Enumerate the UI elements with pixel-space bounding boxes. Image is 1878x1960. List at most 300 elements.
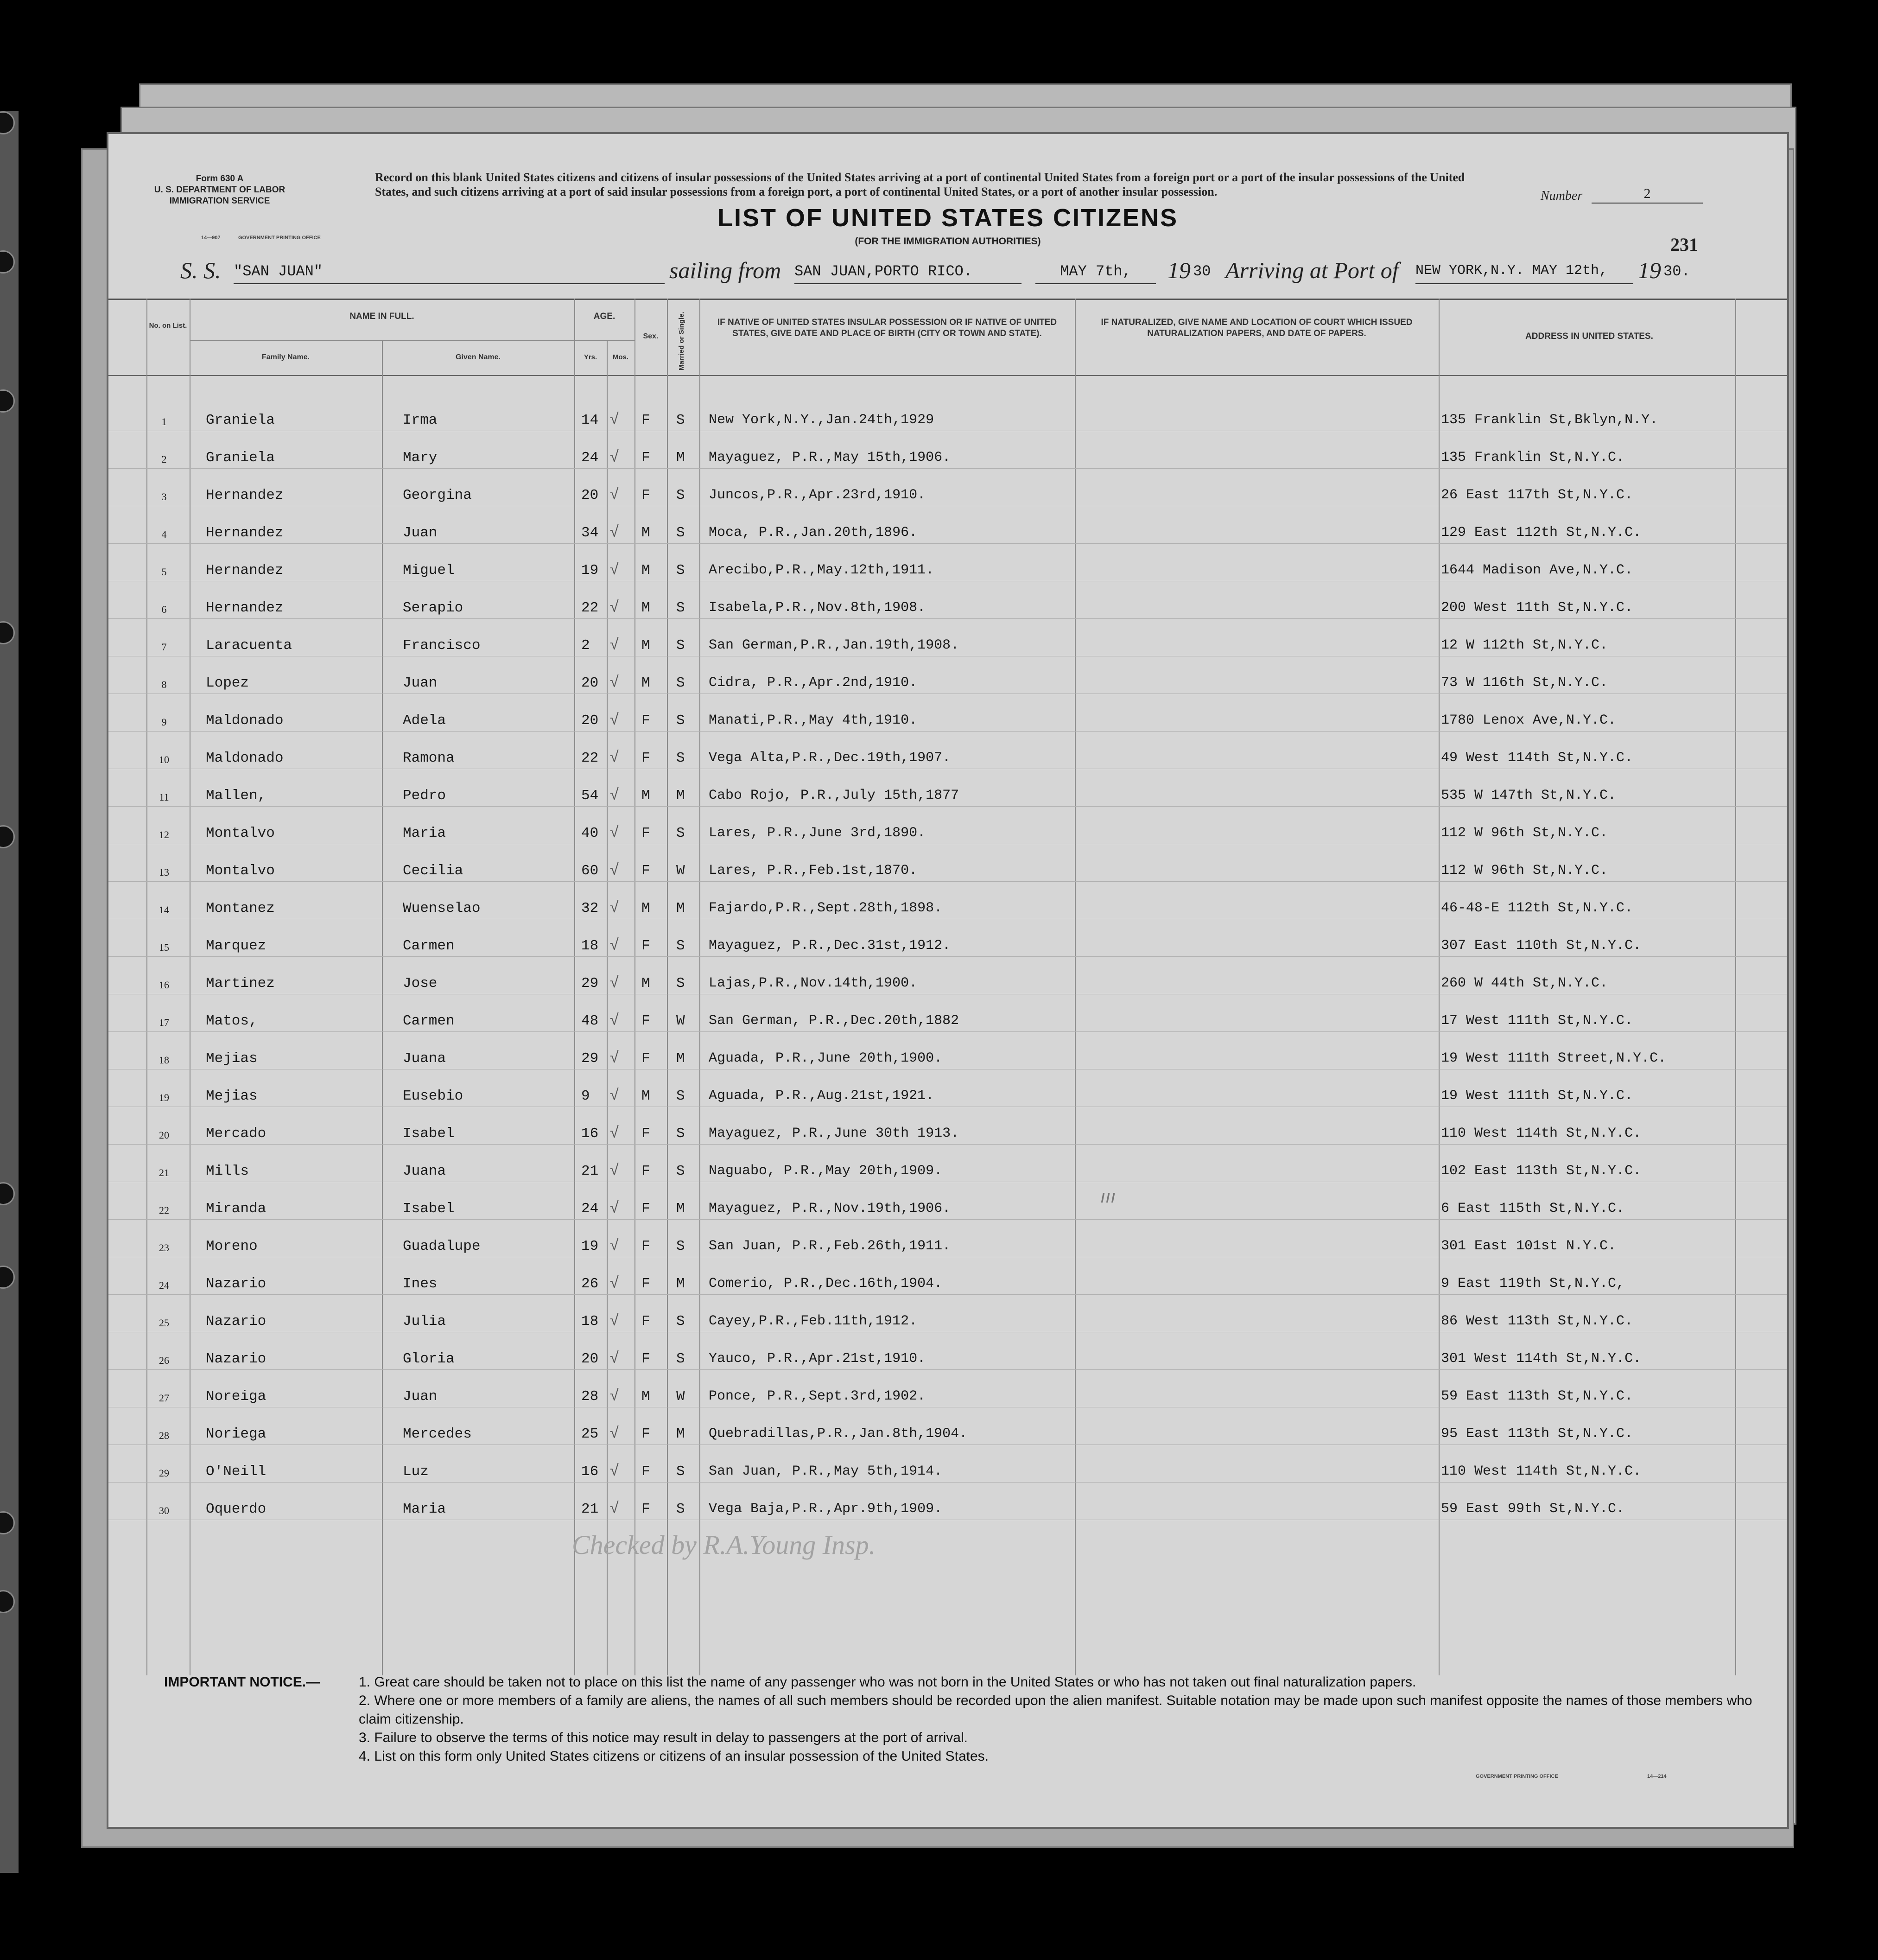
marital-status: W bbox=[676, 1388, 685, 1405]
us-address: 200 West 11th St,N.Y.C. bbox=[1441, 600, 1633, 616]
column-divider bbox=[1439, 299, 1440, 1675]
sex: M bbox=[641, 788, 650, 804]
marital-status: M bbox=[676, 1201, 685, 1217]
birth-place-date: Juncos,P.R.,Apr.23rd,1910. bbox=[709, 487, 926, 503]
age-years: 29 bbox=[581, 975, 599, 992]
birth-place-date: Lares, P.R.,Feb.1st,1870. bbox=[709, 863, 918, 878]
us-address: 301 West 114th St,N.Y.C. bbox=[1441, 1351, 1642, 1367]
marital-status: S bbox=[676, 1126, 685, 1142]
row-number: 20 bbox=[159, 1129, 169, 1141]
row-rule bbox=[108, 1144, 1787, 1145]
family-name: Montanez bbox=[206, 900, 275, 916]
row-rule bbox=[108, 1369, 1787, 1370]
row-number: 13 bbox=[159, 866, 169, 878]
row-number: 2 bbox=[161, 453, 167, 465]
row-number: 24 bbox=[159, 1279, 169, 1291]
family-name: Mallen, bbox=[206, 788, 266, 804]
age-years: 21 bbox=[581, 1501, 599, 1517]
birth-place-date: San Juan, P.R.,May 5th,1914. bbox=[709, 1464, 943, 1479]
row-number: 23 bbox=[159, 1242, 169, 1254]
ship-name: "SAN JUAN" bbox=[234, 263, 665, 284]
row-number: 11 bbox=[159, 791, 169, 803]
footer-print-code: 14—214 bbox=[1647, 1774, 1667, 1779]
binder-hole bbox=[0, 825, 15, 848]
given-name: Juan bbox=[403, 1388, 438, 1405]
age-years: 24 bbox=[581, 1201, 599, 1217]
row-number: 25 bbox=[159, 1317, 169, 1329]
check-mark: √ bbox=[610, 861, 619, 878]
col-given-name: Given Name. bbox=[456, 353, 501, 361]
family-name: Miranda bbox=[206, 1201, 266, 1217]
us-address: 110 West 114th St,N.Y.C. bbox=[1441, 1126, 1642, 1141]
age-years: 60 bbox=[581, 863, 599, 879]
binder-strip bbox=[0, 111, 19, 1873]
sail-year-prefix: 19 bbox=[1167, 257, 1191, 283]
footer-print-office: GOVERNMENT PRINTING OFFICE bbox=[1476, 1774, 1558, 1779]
row-rule bbox=[108, 881, 1787, 882]
check-mark: √ bbox=[610, 711, 619, 728]
row-rule bbox=[108, 1219, 1787, 1220]
birth-place-date: Arecibo,P.R.,May.12th,1911. bbox=[709, 562, 934, 578]
arrival-year-prefix: 19 bbox=[1638, 257, 1661, 283]
marital-status: S bbox=[676, 1163, 685, 1179]
notice-item-4: 4. List on this form only United States citizens or citizens of an insular possession of the United States. bbox=[359, 1749, 989, 1764]
page-number: 231 bbox=[1670, 234, 1698, 255]
us-address: 1780 Lenox Ave,N.Y.C. bbox=[1441, 713, 1617, 728]
table-top-rule bbox=[108, 299, 1787, 300]
birth-place-date: Yauco, P.R.,Apr.21st,1910. bbox=[709, 1351, 926, 1367]
row-number: 8 bbox=[161, 679, 167, 690]
given-name: Pedro bbox=[403, 788, 446, 804]
column-divider bbox=[667, 299, 668, 1675]
family-name: Graniela bbox=[206, 450, 275, 466]
us-address: 112 W 96th St,N.Y.C. bbox=[1441, 863, 1608, 878]
birth-place-date: Moca, P.R.,Jan.20th,1896. bbox=[709, 525, 918, 541]
age-years: 18 bbox=[581, 938, 599, 954]
us-address: 307 East 110th St,N.Y.C. bbox=[1441, 938, 1642, 954]
check-mark: √ bbox=[610, 1387, 619, 1404]
given-name: Juan bbox=[403, 525, 438, 541]
row-rule bbox=[108, 1031, 1787, 1032]
age-years: 16 bbox=[581, 1464, 599, 1480]
birth-place-date: New York,N.Y.,Jan.24th,1929 bbox=[709, 412, 934, 428]
check-mark: √ bbox=[610, 560, 619, 578]
age-years: 48 bbox=[581, 1013, 599, 1029]
given-name: Guadalupe bbox=[403, 1238, 481, 1254]
check-mark: √ bbox=[610, 410, 619, 428]
sex: M bbox=[641, 900, 650, 916]
sex: M bbox=[641, 562, 650, 579]
sex: F bbox=[641, 1351, 650, 1367]
birth-place-date: Aguada, P.R.,Aug.21st,1921. bbox=[709, 1088, 934, 1104]
column-divider bbox=[1075, 299, 1076, 1675]
marital-status: S bbox=[676, 1313, 685, 1330]
column-divider bbox=[574, 299, 575, 1675]
column-divider bbox=[146, 299, 147, 1675]
sex: F bbox=[641, 1238, 650, 1254]
marital-status: S bbox=[676, 1501, 685, 1517]
age-years: 54 bbox=[581, 788, 599, 804]
column-divider bbox=[634, 299, 635, 1675]
family-name: Mills bbox=[206, 1163, 249, 1179]
sex: F bbox=[641, 1050, 650, 1067]
family-name: Nazario bbox=[206, 1351, 266, 1367]
col-months: Mos. bbox=[612, 353, 629, 361]
birth-place-date: Vega Alta,P.R.,Dec.19th,1907. bbox=[709, 750, 951, 766]
given-name: Eusebio bbox=[403, 1088, 463, 1104]
sex: F bbox=[641, 487, 650, 503]
col-years: Yrs. bbox=[584, 353, 597, 361]
column-divider bbox=[382, 340, 383, 1675]
notice-item-2: 2. Where one or more members of a family are aliens, the names of all such members should be recorded upon the alien manifest. Suitable notation may be made upon such manifest opposite the names of those members who claim citizenship. bbox=[359, 1693, 1752, 1727]
given-name: Gloria bbox=[403, 1351, 455, 1367]
birth-place-date: Comerio, P.R.,Dec.16th,1904. bbox=[709, 1276, 943, 1292]
sex: F bbox=[641, 1126, 650, 1142]
row-number: 6 bbox=[161, 604, 167, 615]
row-number: 4 bbox=[161, 528, 167, 540]
birth-place-date: Aguada, P.R.,June 20th,1900. bbox=[709, 1050, 943, 1066]
sex: F bbox=[641, 1501, 650, 1517]
notice-item-3: 3. Failure to observe the terms of this notice may result in delay to passengers at the port of arrival. bbox=[359, 1730, 968, 1745]
form-number: Form 630 A bbox=[196, 174, 244, 184]
row-number: 9 bbox=[161, 716, 167, 728]
check-mark: √ bbox=[610, 523, 619, 541]
us-address: 26 East 117th St,N.Y.C. bbox=[1441, 487, 1633, 503]
row-number: 22 bbox=[159, 1204, 169, 1216]
given-name: Miguel bbox=[403, 562, 455, 579]
sex: F bbox=[641, 1276, 650, 1292]
age-years: 28 bbox=[581, 1388, 599, 1405]
age-years: 20 bbox=[581, 713, 599, 729]
us-address: 1644 Madison Ave,N.Y.C. bbox=[1441, 562, 1633, 578]
us-address: 17 West 111th St,N.Y.C. bbox=[1441, 1013, 1633, 1029]
marital-status: W bbox=[676, 1013, 685, 1029]
col-no: No. on List. bbox=[149, 322, 187, 330]
row-rule bbox=[108, 618, 1787, 619]
row-rule bbox=[108, 543, 1787, 544]
marital-status: S bbox=[676, 1351, 685, 1367]
sheet-number: 2 bbox=[1592, 186, 1703, 204]
sex: F bbox=[641, 750, 650, 766]
birth-place-date: Quebradillas,P.R.,Jan.8th,1904. bbox=[709, 1426, 968, 1442]
marital-status: S bbox=[676, 750, 685, 766]
age-years: 20 bbox=[581, 487, 599, 503]
row-number: 10 bbox=[159, 754, 169, 765]
instruction-text: Record on this blank United States citizens and citizens of insular possessions of the United States arriving at a port of continental United States from a foreign port or a port of the insular possessions of the United States, and such citizens arriving at a port of said insular possessions from a foreign port, a port of continental United States, or a port of another insular possession. bbox=[375, 171, 1465, 198]
form-service: IMMIGRATION SERVICE bbox=[169, 196, 270, 206]
check-mark: √ bbox=[610, 1274, 619, 1292]
given-name: Georgina bbox=[403, 487, 472, 503]
row-number: 15 bbox=[159, 942, 169, 953]
family-name: Laracuenta bbox=[206, 637, 292, 654]
given-name: Francisco bbox=[403, 637, 481, 654]
check-mark: √ bbox=[610, 598, 619, 616]
col-address: ADDRESS IN UNITED STATES. bbox=[1525, 331, 1653, 341]
row-number: 16 bbox=[159, 979, 169, 991]
birth-place-date: Mayaguez, P.R.,Dec.31st,1912. bbox=[709, 938, 951, 954]
sex: F bbox=[641, 1313, 650, 1330]
row-rule bbox=[108, 731, 1787, 732]
col-name-in-full: NAME IN FULL. bbox=[349, 312, 414, 321]
us-address: 129 East 112th St,N.Y.C. bbox=[1441, 525, 1642, 541]
inspector-annotation: Checked by R.A.Young Insp. bbox=[572, 1530, 876, 1560]
marital-status: S bbox=[676, 525, 685, 541]
col-birth: IF NATIVE OF UNITED STATES INSULAR POSSESSION OR IF NATIVE OF UNITED STATES, GIVE DATE AND PLACE OF BIRTH (CITY OR TOWN AND STATE). bbox=[717, 318, 1057, 338]
row-number: 14 bbox=[159, 904, 169, 916]
age-years: 9 bbox=[581, 1088, 590, 1104]
age-years: 29 bbox=[581, 1050, 599, 1067]
form-dept: U. S. DEPARTMENT OF LABOR bbox=[154, 185, 286, 195]
family-name: Nazario bbox=[206, 1313, 266, 1330]
check-mark: √ bbox=[610, 898, 619, 916]
row-number: 26 bbox=[159, 1355, 169, 1366]
row-number: 17 bbox=[159, 1017, 169, 1028]
arriving-label: Arriving at Port of bbox=[1225, 257, 1399, 283]
given-name: Serapio bbox=[403, 600, 463, 616]
age-years: 22 bbox=[581, 750, 599, 766]
check-mark: √ bbox=[610, 1499, 619, 1517]
check-mark: √ bbox=[610, 1011, 619, 1029]
row-number: 30 bbox=[159, 1505, 169, 1516]
row-number: 19 bbox=[159, 1092, 169, 1103]
age-years: 26 bbox=[581, 1276, 599, 1292]
binder-hole bbox=[0, 111, 15, 134]
marital-status: S bbox=[676, 412, 685, 428]
page-subtitle: (FOR THE IMMIGRATION AUTHORITIES) bbox=[855, 236, 1041, 247]
age-years: 2 bbox=[581, 637, 590, 654]
family-name: Oquerdo bbox=[206, 1501, 266, 1517]
row-number: 28 bbox=[159, 1430, 169, 1441]
row-rule bbox=[108, 1294, 1787, 1295]
row-number: 18 bbox=[159, 1054, 169, 1066]
given-name: Julia bbox=[403, 1313, 446, 1330]
sex: F bbox=[641, 412, 650, 428]
age-years: 19 bbox=[581, 562, 599, 579]
col-naturalized: IF NATURALIZED, GIVE NAME AND LOCATION OF COURT WHICH ISSUED NATURALIZATION PAPERS, AND DATE OF PAPERS. bbox=[1101, 318, 1413, 338]
binder-hole bbox=[0, 1590, 15, 1613]
name-sub-rule bbox=[190, 340, 574, 341]
number-label: Number bbox=[1541, 189, 1583, 203]
row-number: 3 bbox=[161, 491, 167, 503]
check-mark: √ bbox=[610, 974, 619, 991]
us-address: 110 West 114th St,N.Y.C. bbox=[1441, 1464, 1642, 1479]
header-bottom-rule bbox=[108, 375, 1787, 376]
given-name: Carmen bbox=[403, 1013, 455, 1029]
age-years: 32 bbox=[581, 900, 599, 916]
check-mark: √ bbox=[610, 1199, 619, 1216]
family-name: Montalvo bbox=[206, 825, 275, 841]
us-address: 135 Franklin St,N.Y.C. bbox=[1441, 450, 1625, 465]
binder-hole bbox=[0, 250, 15, 274]
col-sex: Sex. bbox=[643, 332, 659, 340]
birth-place-date: San German,P.R.,Jan.19th,1908. bbox=[709, 637, 959, 653]
sex: F bbox=[641, 1013, 650, 1029]
given-name: Juan bbox=[403, 675, 438, 691]
us-address: 535 W 147th St,N.Y.C. bbox=[1441, 788, 1617, 803]
age-years: 34 bbox=[581, 525, 599, 541]
sex: M bbox=[641, 1388, 650, 1405]
birth-place-date: Vega Baja,P.R.,Apr.9th,1909. bbox=[709, 1501, 943, 1517]
age-years: 21 bbox=[581, 1163, 599, 1179]
birth-place-date: Manati,P.R.,May 4th,1910. bbox=[709, 713, 918, 728]
family-name: Noriega bbox=[206, 1426, 266, 1442]
print-office: GOVERNMENT PRINTING OFFICE bbox=[238, 235, 321, 241]
marital-status: S bbox=[676, 600, 685, 616]
given-name: Mercedes bbox=[403, 1426, 472, 1442]
age-years: 19 bbox=[581, 1238, 599, 1254]
row-number: 12 bbox=[159, 829, 169, 840]
given-name: Ines bbox=[403, 1276, 438, 1292]
age-years: 22 bbox=[581, 600, 599, 616]
birth-place-date: Mayaguez, P.R.,June 30th 1913. bbox=[709, 1126, 959, 1141]
family-name: Maldonado bbox=[206, 750, 284, 766]
check-mark: √ bbox=[610, 1236, 619, 1254]
given-name: Irma bbox=[403, 412, 438, 428]
row-rule bbox=[108, 956, 1787, 957]
age-years: 20 bbox=[581, 675, 599, 691]
us-address: 59 East 99th St,N.Y.C. bbox=[1441, 1501, 1625, 1517]
row-rule bbox=[108, 468, 1787, 469]
sex: F bbox=[641, 713, 650, 729]
binder-hole bbox=[0, 1266, 15, 1289]
marital-status: M bbox=[676, 1276, 685, 1292]
sail-year: 30 bbox=[1193, 263, 1211, 280]
birth-place-date: Cayey,P.R.,Feb.11th,1912. bbox=[709, 1313, 918, 1329]
binder-hole bbox=[0, 621, 15, 644]
row-number: 7 bbox=[161, 641, 167, 653]
column-divider bbox=[699, 299, 700, 1675]
col-age: AGE. bbox=[593, 312, 615, 321]
given-name: Juana bbox=[403, 1050, 446, 1067]
check-mark: √ bbox=[610, 1049, 619, 1066]
row-number: 21 bbox=[159, 1167, 169, 1178]
sailing-label: sailing from bbox=[669, 257, 781, 283]
notice-heading: IMPORTANT NOTICE.— bbox=[164, 1674, 320, 1690]
row-number: 29 bbox=[159, 1467, 169, 1479]
family-name: Mercado bbox=[206, 1126, 266, 1142]
check-mark: √ bbox=[610, 1424, 619, 1442]
marital-status: S bbox=[676, 562, 685, 579]
given-name: Carmen bbox=[403, 938, 455, 954]
sex: F bbox=[641, 450, 650, 466]
given-name: Maria bbox=[403, 825, 446, 841]
birth-place-date: Mayaguez, P.R.,Nov.19th,1906. bbox=[709, 1201, 951, 1216]
arrival-port-date: NEW YORK,N.Y. MAY 12th, bbox=[1415, 263, 1633, 284]
check-mark: √ bbox=[610, 636, 619, 653]
birth-place-date: Fajardo,P.R.,Sept.28th,1898. bbox=[709, 900, 943, 916]
us-address: 59 East 113th St,N.Y.C. bbox=[1441, 1388, 1633, 1404]
us-address: 112 W 96th St,N.Y.C. bbox=[1441, 825, 1608, 841]
family-name: Maldonado bbox=[206, 713, 284, 729]
birth-place-date: San German, P.R.,Dec.20th,1882 bbox=[709, 1013, 959, 1029]
marital-status: S bbox=[676, 675, 685, 691]
us-address: 102 East 113th St,N.Y.C. bbox=[1441, 1163, 1642, 1179]
family-name: Hernandez bbox=[206, 562, 284, 579]
marital-status: M bbox=[676, 1426, 685, 1442]
family-name: Martinez bbox=[206, 975, 275, 992]
sex: F bbox=[641, 1163, 650, 1179]
check-mark: √ bbox=[610, 448, 619, 465]
sex: F bbox=[641, 863, 650, 879]
family-name: Lopez bbox=[206, 675, 249, 691]
us-address: 19 West 111th St,N.Y.C. bbox=[1441, 1088, 1633, 1104]
row-number: 1 bbox=[161, 416, 167, 427]
check-mark: √ bbox=[610, 485, 619, 503]
arrival-year: 30. bbox=[1663, 263, 1690, 280]
marital-status: S bbox=[676, 637, 685, 654]
given-name: Wuenselao bbox=[403, 900, 481, 916]
birth-place-date: Lares, P.R.,June 3rd,1890. bbox=[709, 825, 926, 841]
check-mark: √ bbox=[610, 1349, 619, 1367]
birth-place-date: Cabo Rojo, P.R.,July 15th,1877 bbox=[709, 788, 959, 803]
check-mark: √ bbox=[610, 748, 619, 766]
age-years: 18 bbox=[581, 1313, 599, 1330]
sex: M bbox=[641, 525, 650, 541]
family-name: Mejias bbox=[206, 1088, 258, 1104]
given-name: Isabel bbox=[403, 1201, 455, 1217]
age-years: 40 bbox=[581, 825, 599, 841]
given-name: Luz bbox=[403, 1464, 429, 1480]
marital-status: M bbox=[676, 1050, 685, 1067]
us-address: 49 West 114th St,N.Y.C. bbox=[1441, 750, 1633, 766]
sex: F bbox=[641, 1464, 650, 1480]
us-address: 301 East 101st N.Y.C. bbox=[1441, 1238, 1617, 1254]
row-rule bbox=[108, 1482, 1787, 1483]
birth-place-date: San Juan, P.R.,Feb.26th,1911. bbox=[709, 1238, 951, 1254]
sex: M bbox=[641, 675, 650, 691]
marital-status: S bbox=[676, 713, 685, 729]
row-number: 27 bbox=[159, 1392, 169, 1404]
us-address: 86 West 113th St,N.Y.C. bbox=[1441, 1313, 1633, 1329]
sex: F bbox=[641, 825, 650, 841]
family-name: Noreiga bbox=[206, 1388, 266, 1405]
family-name: Marquez bbox=[206, 938, 266, 954]
family-name: Moreno bbox=[206, 1238, 258, 1254]
us-address: 260 W 44th St,N.Y.C. bbox=[1441, 975, 1608, 991]
column-divider bbox=[1735, 299, 1736, 1675]
column-divider bbox=[607, 340, 608, 1675]
check-mark: √ bbox=[610, 936, 619, 954]
sex: M bbox=[641, 637, 650, 654]
given-name: Adela bbox=[403, 713, 446, 729]
given-name: Isabel bbox=[403, 1126, 455, 1142]
age-sub-rule bbox=[574, 340, 634, 341]
us-address: 12 W 112th St,N.Y.C. bbox=[1441, 637, 1608, 653]
given-name: Jose bbox=[403, 975, 438, 992]
family-name: Hernandez bbox=[206, 600, 284, 616]
row-number: 5 bbox=[161, 566, 167, 578]
marital-status: S bbox=[676, 1238, 685, 1254]
age-years: 25 bbox=[581, 1426, 599, 1442]
marital-status: S bbox=[676, 825, 685, 841]
family-name: Hernandez bbox=[206, 525, 284, 541]
marital-status: S bbox=[676, 938, 685, 954]
given-name: Maria bbox=[403, 1501, 446, 1517]
check-mark: √ bbox=[610, 1311, 619, 1329]
check-mark: √ bbox=[610, 1161, 619, 1179]
print-code: 14—907 bbox=[201, 235, 221, 241]
check-mark: √ bbox=[610, 1124, 619, 1141]
family-name: Mejias bbox=[206, 1050, 258, 1067]
sex: M bbox=[641, 975, 650, 992]
age-years: 16 bbox=[581, 1126, 599, 1142]
binder-hole bbox=[0, 1511, 15, 1534]
family-name: Graniela bbox=[206, 412, 275, 428]
sex: M bbox=[641, 600, 650, 616]
us-address: 135 Franklin St,Bklyn,N.Y. bbox=[1441, 412, 1658, 428]
sex: F bbox=[641, 938, 650, 954]
check-mark: √ bbox=[610, 1086, 619, 1104]
